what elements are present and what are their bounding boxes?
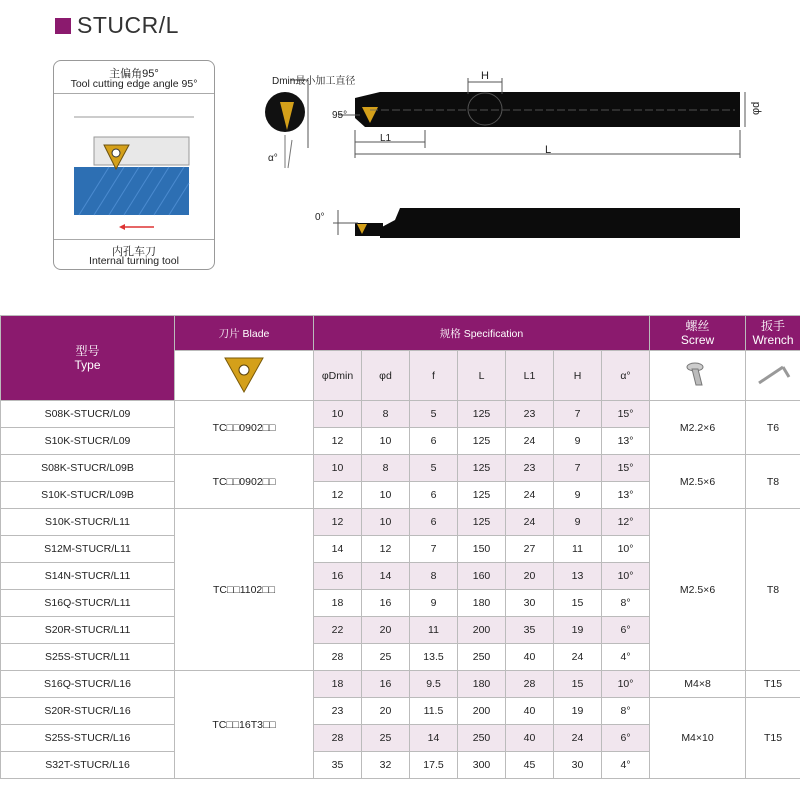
spec-cell-L: 200 (458, 617, 506, 644)
sub-L1: L1 (506, 351, 554, 401)
spec-cell-L: 250 (458, 644, 506, 671)
spec-cell-dmin: 23 (314, 698, 362, 725)
spec-cell-L: 125 (458, 428, 506, 455)
tool-drawing (230, 60, 790, 300)
screw-cell: M2.2×6 (650, 401, 746, 455)
spec-cell-L1: 24 (506, 428, 554, 455)
spec-cell-d: 10 (362, 482, 410, 509)
spec-cell-d: 16 (362, 590, 410, 617)
l-label: L (545, 144, 552, 156)
model-cell: S16Q-STUCR/L16 (1, 671, 175, 698)
angle-95-label: 95° (332, 110, 348, 121)
inset-illustration (53, 60, 215, 270)
spec-cell-L: 125 (458, 509, 506, 536)
spec-cell-L: 200 (458, 698, 506, 725)
table-row (1, 509, 800, 536)
spec-cell-dmin: 10 (314, 455, 362, 482)
angle-0-label: 0° (315, 212, 325, 223)
wrench-cell: T8 (746, 455, 800, 509)
blade-cell: TC□□0902□□ (175, 455, 314, 509)
spec-cell-alpha: 13° (602, 428, 650, 455)
inset-caption-en: Internal turning tool (89, 255, 179, 267)
spec-cell-L1: 35 (506, 617, 554, 644)
spec-cell-L1: 45 (506, 752, 554, 779)
spec-cell-H: 19 (554, 617, 602, 644)
sub-d: φd (362, 351, 410, 401)
spec-cell-L1: 40 (506, 698, 554, 725)
spec-cell-d: 8 (362, 455, 410, 482)
wrench-cell: T6 (746, 401, 800, 455)
model-cell: S12M-STUCR/L11 (1, 536, 175, 563)
internal-turning-diagram (54, 97, 214, 237)
blade-cell: TC□□16T3□□ (175, 671, 314, 779)
sub-dmin: φDmin (314, 351, 362, 401)
model-cell: S20R-STUCR/L11 (1, 617, 175, 644)
col-wrench-header: 扳手 Wrench (746, 316, 800, 351)
spec-cell-d: 16 (362, 671, 410, 698)
spec-cell-dmin: 28 (314, 644, 362, 671)
screw-cell: M4×8 (650, 671, 746, 698)
model-cell: S32T-STUCR/L16 (1, 752, 175, 779)
spec-cell-L: 180 (458, 671, 506, 698)
col-model-header: 型号 Type (1, 316, 175, 401)
spec-cell-f: 9 (410, 590, 458, 617)
spec-cell-L: 150 (458, 536, 506, 563)
spec-cell-alpha: 15° (602, 401, 650, 428)
spec-cell-H: 7 (554, 401, 602, 428)
page-title: STUCR/L (77, 12, 179, 38)
table-row (1, 455, 800, 482)
spec-cell-alpha: 15° (602, 455, 650, 482)
spec-cell-f: 14 (410, 725, 458, 752)
spec-cell-alpha: 10° (602, 536, 650, 563)
title-marker (55, 18, 71, 34)
spec-cell-dmin: 22 (314, 617, 362, 644)
spec-cell-L1: 28 (506, 671, 554, 698)
spec-cell-d: 25 (362, 644, 410, 671)
inset-title-en: Tool cutting edge angle 95° (70, 78, 198, 90)
screw-cell: M4×10 (650, 698, 746, 779)
spec-cell-L: 180 (458, 590, 506, 617)
spec-cell-f: 5 (410, 455, 458, 482)
spec-cell-H: 11 (554, 536, 602, 563)
blade-cell: TC□□0902□□ (175, 401, 314, 455)
spec-cell-H: 9 (554, 428, 602, 455)
spec-cell-d: 25 (362, 725, 410, 752)
screw-icon (650, 351, 746, 401)
spec-cell-f: 13.5 (410, 644, 458, 671)
spec-cell-H: 13 (554, 563, 602, 590)
spec-cell-dmin: 18 (314, 671, 362, 698)
table-row (1, 671, 800, 698)
spec-cell-f: 8 (410, 563, 458, 590)
spec-cell-H: 7 (554, 455, 602, 482)
spec-cell-d: 14 (362, 563, 410, 590)
spec-cell-f: 6 (410, 482, 458, 509)
col-blade-header: 刀片 Blade (175, 316, 314, 351)
spec-cell-dmin: 14 (314, 536, 362, 563)
spec-cell-L1: 24 (506, 482, 554, 509)
model-cell: S08K-STUCR/L09B (1, 455, 175, 482)
model-cell: S25S-STUCR/L16 (1, 725, 175, 752)
spec-table-body (1, 401, 800, 779)
alpha-label: α° (268, 153, 278, 164)
sub-L: L (458, 351, 506, 401)
spec-cell-d: 8 (362, 401, 410, 428)
spec-cell-alpha: 8° (602, 590, 650, 617)
spec-cell-H: 9 (554, 482, 602, 509)
spec-cell-L1: 30 (506, 590, 554, 617)
spec-cell-alpha: 10° (602, 563, 650, 590)
spec-cell-dmin: 35 (314, 752, 362, 779)
spec-cell-L1: 23 (506, 455, 554, 482)
inset-title-cn: 主偏角95° (109, 68, 159, 80)
model-cell: S08K-STUCR/L09 (1, 401, 175, 428)
spec-cell-f: 11 (410, 617, 458, 644)
spec-cell-H: 24 (554, 725, 602, 752)
model-cell: S25S-STUCR/L11 (1, 644, 175, 671)
spec-cell-H: 24 (554, 644, 602, 671)
spec-cell-alpha: 13° (602, 482, 650, 509)
sub-alpha: α° (602, 351, 650, 401)
wrench-cell: T8 (746, 509, 800, 671)
spec-cell-alpha: 10° (602, 671, 650, 698)
l1-label: L1 (380, 133, 392, 144)
h-label: H (481, 70, 489, 82)
wrench-icon (746, 351, 800, 401)
spec-cell-d: 12 (362, 536, 410, 563)
spec-cell-alpha: 6° (602, 617, 650, 644)
spec-cell-f: 6 (410, 509, 458, 536)
spec-cell-dmin: 10 (314, 401, 362, 428)
spec-cell-L1: 24 (506, 509, 554, 536)
spec-cell-H: 19 (554, 698, 602, 725)
inset-caption-cn: 内孔车刀 (112, 246, 156, 258)
model-cell: S10K-STUCR/L11 (1, 509, 175, 536)
screw-cell: M2.5×6 (650, 455, 746, 509)
spec-cell-dmin: 28 (314, 725, 362, 752)
spec-cell-alpha: 4° (602, 644, 650, 671)
table-row (1, 401, 800, 428)
spec-cell-L1: 40 (506, 644, 554, 671)
spec-cell-d: 32 (362, 752, 410, 779)
model-cell: S14N-STUCR/L11 (1, 563, 175, 590)
spec-cell-L1: 20 (506, 563, 554, 590)
table-row (1, 698, 800, 725)
spec-table (0, 315, 800, 779)
spec-cell-L: 250 (458, 725, 506, 752)
spec-cell-H: 30 (554, 752, 602, 779)
spec-cell-f: 7 (410, 536, 458, 563)
spec-cell-H: 15 (554, 671, 602, 698)
model-cell: S10K-STUCR/L09 (1, 428, 175, 455)
spec-cell-H: 15 (554, 590, 602, 617)
spec-cell-alpha: 6° (602, 725, 650, 752)
spec-cell-dmin: 12 (314, 509, 362, 536)
sub-H: H (554, 351, 602, 401)
model-cell: S10K-STUCR/L09B (1, 482, 175, 509)
spec-cell-L: 125 (458, 401, 506, 428)
spec-cell-f: 17.5 (410, 752, 458, 779)
spec-cell-dmin: 12 (314, 482, 362, 509)
spec-cell-L1: 23 (506, 401, 554, 428)
spec-cell-L: 160 (458, 563, 506, 590)
spec-cell-L: 125 (458, 455, 506, 482)
spec-cell-d: 20 (362, 698, 410, 725)
spec-cell-alpha: 4° (602, 752, 650, 779)
spec-cell-f: 11.5 (410, 698, 458, 725)
title-block (55, 12, 179, 39)
model-cell: S20R-STUCR/L16 (1, 698, 175, 725)
col-spec-header: 规格 Specification (314, 316, 650, 351)
spec-cell-dmin: 12 (314, 428, 362, 455)
spec-cell-f: 9.5 (410, 671, 458, 698)
model-cell: S16Q-STUCR/L11 (1, 590, 175, 617)
tool-drawing-svg (230, 60, 790, 300)
spec-cell-f: 5 (410, 401, 458, 428)
spec-cell-f: 6 (410, 428, 458, 455)
wrench-cell: T15 (746, 671, 800, 698)
spec-cell-L: 300 (458, 752, 506, 779)
blade-cell: TC□□1102□□ (175, 509, 314, 671)
spec-cell-d: 10 (362, 428, 410, 455)
spec-cell-d: 20 (362, 617, 410, 644)
spec-cell-dmin: 16 (314, 563, 362, 590)
phi-d-label: φd (750, 101, 762, 115)
dmin-label: Dmin最小加工直径 (272, 76, 356, 87)
col-screw-header: 螺丝 Screw (650, 316, 746, 351)
spec-cell-dmin: 18 (314, 590, 362, 617)
spec-cell-L: 125 (458, 482, 506, 509)
spec-cell-alpha: 12° (602, 509, 650, 536)
screw-cell: M2.5×6 (650, 509, 746, 671)
blade-insert-icon (175, 351, 314, 401)
spec-cell-H: 9 (554, 509, 602, 536)
sub-f: f (410, 351, 458, 401)
spec-cell-L1: 40 (506, 725, 554, 752)
wrench-cell: T15 (746, 698, 800, 779)
spec-cell-alpha: 8° (602, 698, 650, 725)
spec-cell-L1: 27 (506, 536, 554, 563)
spec-cell-d: 10 (362, 509, 410, 536)
